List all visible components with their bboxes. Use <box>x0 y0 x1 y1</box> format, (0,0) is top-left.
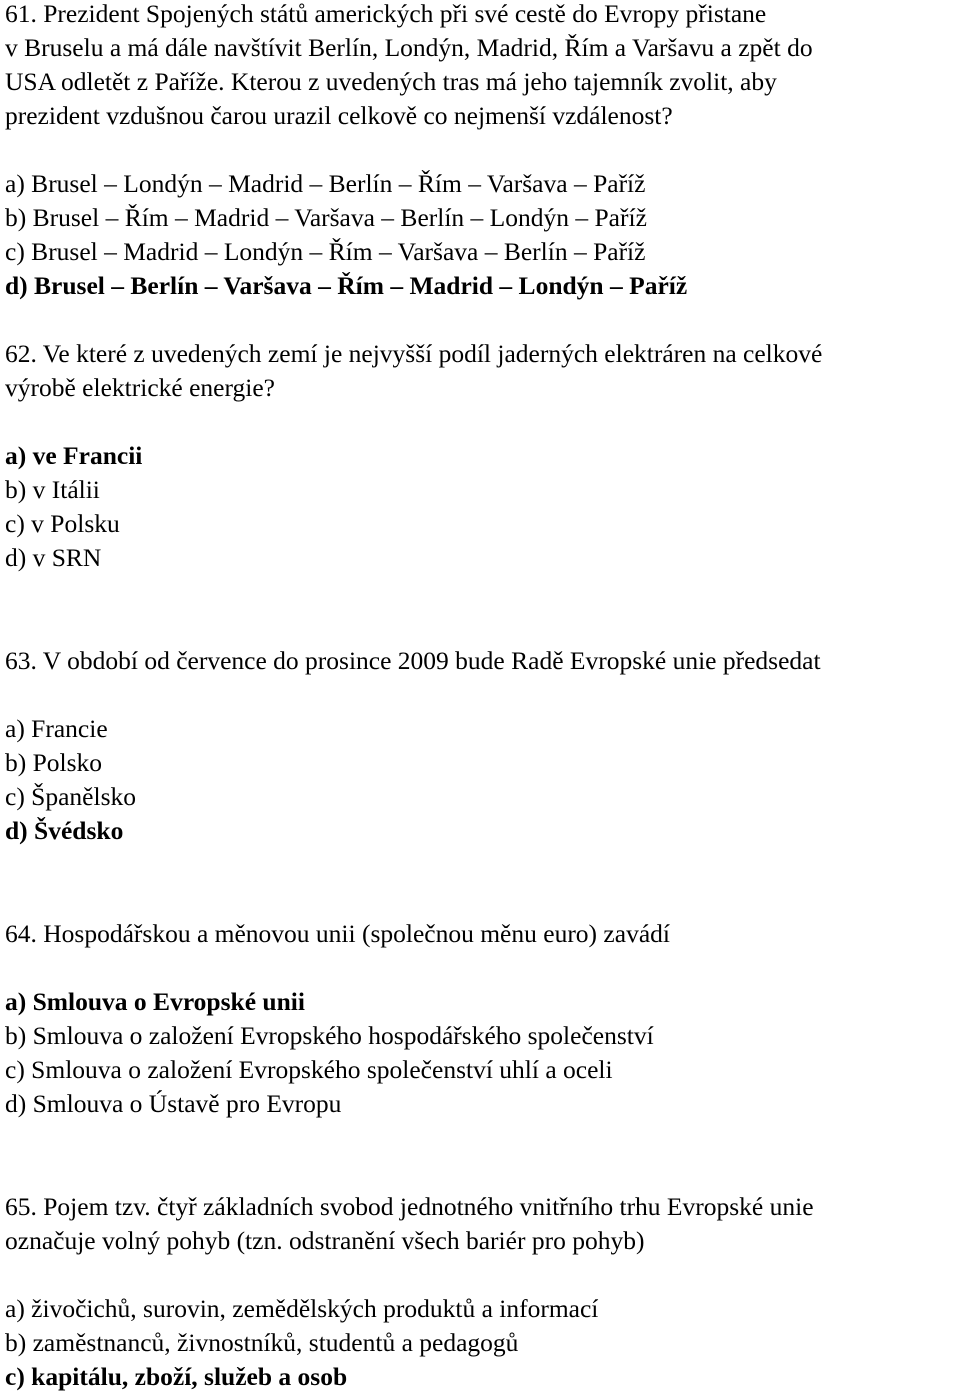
question-62-line-2: výrobě elektrické energie? <box>5 373 275 402</box>
question-63-option-c: c) Španělsko <box>5 782 137 811</box>
question-63-option-d-correct: d) Švédsko <box>5 816 124 845</box>
question-65-line-2: označuje volný pohyb (tzn. odstranění všech bariér pro pohyb) <box>5 1226 645 1255</box>
question-63-option-b: b) Polsko <box>5 748 103 777</box>
question-62-option-a-correct: a) ve Francii <box>5 441 143 470</box>
question-64-option-c: c) Smlouva o založení Evropského společenství uhlí a oceli <box>5 1055 613 1084</box>
question-64-option-d: d) Smlouva o Ústavě pro Evropu <box>5 1089 342 1118</box>
question-65-option-b: b) zaměstnanců, živnostníků, studentů a pedagogů <box>5 1328 519 1357</box>
question-62-line-1: 62. Ve které z uvedených zemí je nejvyšší podíl jaderných elektráren na celkové <box>5 339 823 368</box>
question-64-option-a-correct: a) Smlouva o Evropské unii <box>5 987 305 1016</box>
question-61-line-4: prezident vzdušnou čarou urazil celkově co nejmenší vzdálenost? <box>5 101 673 130</box>
question-61-option-a: a) Brusel – Londýn – Madrid – Berlín – Řím – Varšava – Paříž <box>5 169 646 198</box>
question-65-option-a: a) živočichů, surovin, zemědělských produktů a informací <box>5 1294 599 1323</box>
question-62-option-c: c) v Polsku <box>5 509 120 538</box>
question-61-option-c: c) Brusel – Madrid – Londýn – Řím – Varšava – Berlín – Paříž <box>5 237 646 266</box>
question-64-line-1: 64. Hospodářskou a měnovou unii (společnou měnu euro) zavádí <box>5 919 670 948</box>
question-62-option-b: b) v Itálii <box>5 475 100 504</box>
question-63-line-1: 63. V období od července do prosince 2009 bude Radě Evropské unie předsedat <box>5 646 821 675</box>
question-61-option-d-correct: d) Brusel – Berlín – Varšava – Řím – Madrid – Londýn – Paříž <box>5 271 688 300</box>
question-61-line-1: 61. Prezident Spojených států amerických při své cestě do Evropy přistane <box>5 0 767 28</box>
question-61-option-b: b) Brusel – Řím – Madrid – Varšava – Berlín – Londýn – Paříž <box>5 203 647 232</box>
question-65-option-c-correct: c) kapitálu, zboží, služeb a osob <box>5 1362 348 1391</box>
question-61-line-3: USA odletět z Paříže. Kterou z uvedených tras má jeho tajemník zvolit, aby <box>5 67 777 96</box>
question-63-option-a: a) Francie <box>5 714 108 743</box>
question-64-option-b: b) Smlouva o založení Evropského hospodářského společenství <box>5 1021 654 1050</box>
question-61-line-2: v Bruselu a má dále navštívit Berlín, Londýn, Madrid, Řím a Varšavu a zpět do <box>5 33 813 62</box>
question-62-option-d: d) v SRN <box>5 543 102 572</box>
question-65-line-1: 65. Pojem tzv. čtyř základních svobod jednotného vnitřního trhu Evropské unie <box>5 1192 814 1221</box>
